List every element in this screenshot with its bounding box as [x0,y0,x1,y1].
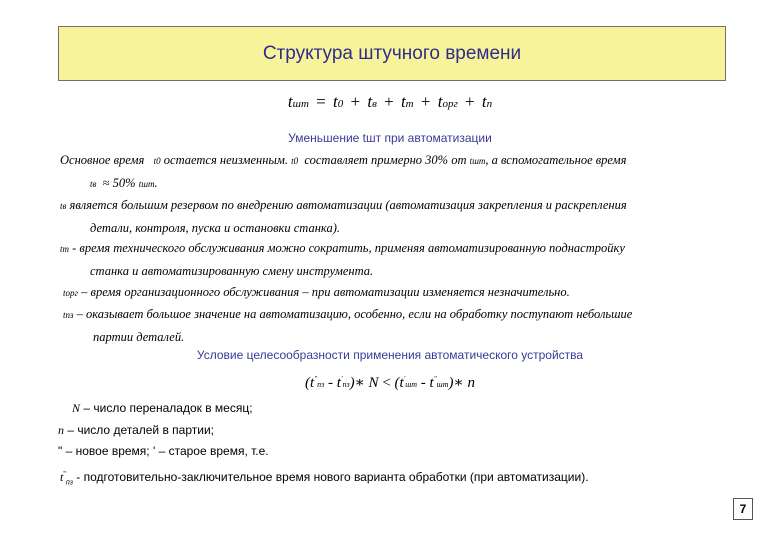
section-heading-condition: Условие целесообразности применения автоматического устройства [196,348,584,362]
paragraph-prep-time: tпз – оказывает большое значение на автоматизацию, особенно, если на обработку поступают небольшие партии деталей. [63,307,633,344]
formula-tt: tт [400,92,414,111]
formula-tp: tп [481,92,493,111]
legend-n: n – число деталей в партии; [58,423,214,437]
formula-plus: + [350,92,361,111]
formula-equals: = [316,92,326,111]
condition-inequality: (t"пз - t'пз)∗ N < (t'шт - t"шт)∗ n [305,375,475,391]
page-title: Структура штучного времени [262,42,522,64]
legend-marks: " – новое время; ' – старое время, т.е. [58,444,269,458]
main-formula [0,92,780,112]
formula-t0: t0 [333,92,344,111]
section-heading-reduction: Уменьшение tшт при автоматизации [288,131,492,145]
title-box [58,26,726,81]
legend-tpz: $t^"_{пз}$ - подготовительно-заключительное время нового варианта обработки (при автоматизации). [60,470,589,487]
formula-t-sht: tшт [287,92,309,111]
formula-plus: + [384,92,394,111]
paragraph-main-time: Основное время t0 остается неизменным. t0 составляет примерно 30% от tшт, а вспомогательное время tв ≈ 50% tшт. [60,153,627,190]
legend-N: N – число переналадок в месяц; [72,401,253,415]
formula-plus: + [420,92,431,111]
page-number: 7 [733,498,753,520]
formula-plus: + [465,92,475,111]
formula-tv: tв [367,92,377,111]
formula-torg: tорг [437,92,458,111]
paragraph-tech-service: tт - время технического обслуживания можно сократить, применяя автоматизированную поднастройку станка и автоматизированную смену инструмента. [60,241,625,278]
paragraph-org-service: tорг – время организационного обслуживания – при автоматизации изменяется незначительно. [63,285,570,299]
paragraph-aux-time: tв является большим резервом по внедрению автоматизации (автоматизация закрепления и раскрепления детали, контроля, пуска и остановки станка). [60,198,627,235]
